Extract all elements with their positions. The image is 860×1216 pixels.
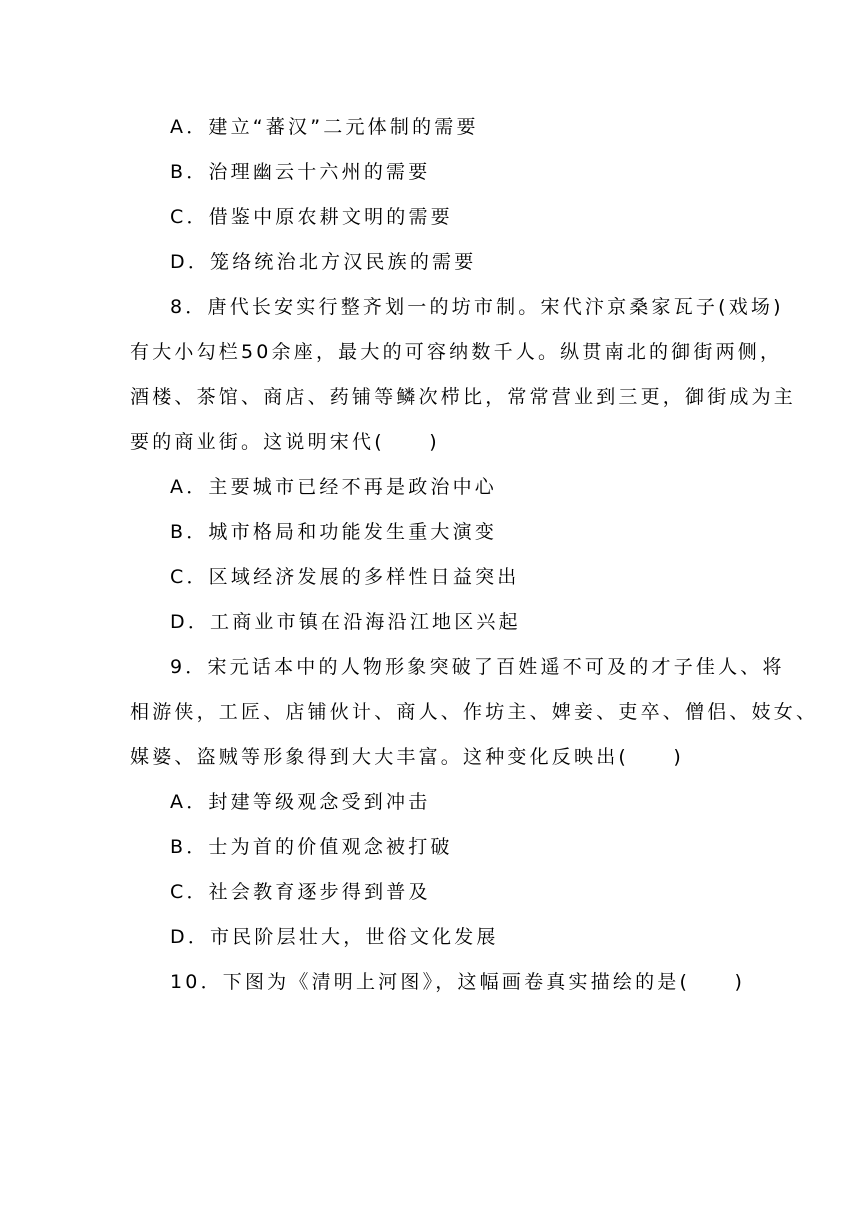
q8-option-b: B．城市格局和功能发生重大演变	[170, 521, 498, 543]
q8-stem-line-1: 8．唐代长安实行整齐划一的坊市制。宋代汴京桑家瓦子(戏场)	[170, 296, 784, 318]
q8-stem-line-3: 酒楼、茶馆、商店、药铺等鳞次栉比，常常营业到三更，御街成为主	[130, 386, 797, 408]
q9-stem-line-2: 相游侠，工匠、店铺伙计、商人、作坊主、婢妾、吏卒、僧侣、妓女、	[130, 701, 819, 723]
q8-stem-line-2: 有大小勾栏50余座，最大的可容纳数千人。纵贯南北的御街两侧，	[130, 341, 783, 363]
q9-stem-line-3: 媒婆、盗贼等形象得到大大丰富。这种变化反映出( )	[130, 746, 685, 768]
q8-option-d: D．工商业市镇在沿海沿江地区兴起	[170, 611, 521, 633]
q9-option-d: D．市民阶层壮大，世俗文化发展	[170, 926, 499, 948]
q8-option-c: C．区域经济发展的多样性日益突出	[170, 566, 520, 588]
q8-stem-line-4: 要的商业街。这说明宋代( )	[130, 431, 440, 453]
q7-option-a: A．建立“蕃汉”二元体制的需要	[170, 116, 479, 138]
q7-option-b: B．治理幽云十六州的需要	[170, 161, 431, 183]
q9-stem-line-1: 9．宋元话本中的人物形象突破了百姓遥不可及的才子佳人、将	[170, 656, 785, 678]
q7-option-c: C．借鉴中原农耕文明的需要	[170, 206, 453, 228]
q9-option-c: C．社会教育逐步得到普及	[170, 881, 431, 903]
q9-option-a: A．封建等级观念受到冲击	[170, 791, 431, 813]
q8-option-a: A．主要城市已经不再是政治中心	[170, 476, 497, 498]
q9-option-b: B．士为首的价值观念被打破	[170, 836, 453, 858]
q10-stem: 10．下图为《清明上河图》，这幅画卷真实描绘的是( )	[170, 971, 746, 993]
q7-option-d: D．笼络统治北方汉民族的需要	[170, 251, 477, 273]
